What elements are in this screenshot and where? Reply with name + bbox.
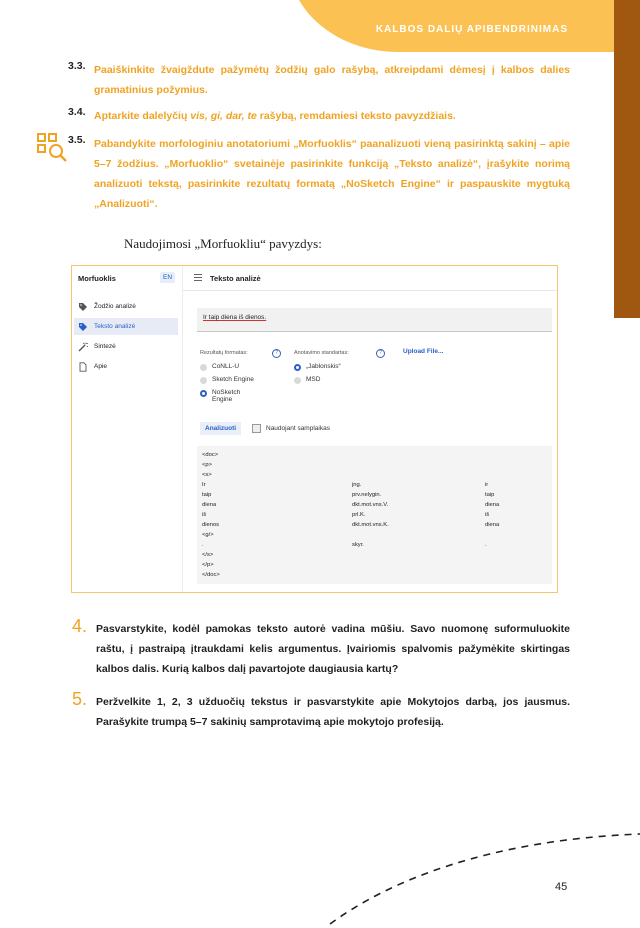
app-brand: Morfuoklis xyxy=(78,274,116,283)
output-cell: Ir xyxy=(202,482,206,488)
output-cell: . xyxy=(485,542,487,548)
output-row xyxy=(202,552,552,560)
tag-icon xyxy=(78,302,88,312)
standard-option-jablonskis[interactable]: „Jablonskis“ xyxy=(294,363,341,371)
output-cell: skyr. xyxy=(352,542,364,548)
nav-item-text-analysis[interactable] xyxy=(74,318,178,335)
language-toggle[interactable]: EN xyxy=(160,272,175,283)
task-text: Pasvarstykite, kodėl pamokas teksto autorė vadina mūšiu. Savo nuomonę suformuluokite raštu, į pastraipą įtraukdami kelis argumentus. Įvairiomis spalvomis pažymėkite skirtingas kalbos dalis. Kurią kalbos dalį pavartojote daugiausia kartų? xyxy=(96,623,570,675)
upload-file-button[interactable]: Upload File... xyxy=(403,348,444,355)
output-row xyxy=(202,452,552,460)
magic-wand-icon xyxy=(78,342,88,352)
output-row xyxy=(202,472,552,480)
radio-selected-icon xyxy=(200,390,207,397)
nav-label: Žodžio analizė xyxy=(94,303,136,310)
task-text: Paaiškinkite žvaigždute pažymėtų žodžių galo rašybą, atkreipdami dėmesį į kalbos dalies gramatinius požymius. xyxy=(94,64,570,96)
output-row xyxy=(202,462,552,470)
output-row xyxy=(202,562,552,570)
output-row xyxy=(202,482,552,490)
output-cell: <s> xyxy=(202,472,212,478)
app-sidebar xyxy=(72,266,183,592)
radio-icon xyxy=(200,377,207,384)
nav-label: Sintezė xyxy=(94,343,116,350)
analyze-button[interactable]: Analizuoti xyxy=(200,422,241,435)
output-cell: <g/> xyxy=(202,532,214,538)
output-cell: prv.nelygin. xyxy=(352,492,382,498)
output-cell: <doc> xyxy=(202,452,219,458)
output-cell: . xyxy=(202,542,204,548)
digital-resource-icon xyxy=(36,132,68,164)
decorative-dashed-curve xyxy=(320,820,640,928)
output-cell: diena xyxy=(485,522,500,528)
output-cell: taip xyxy=(202,492,212,498)
task-number: 3.3. xyxy=(68,60,86,72)
side-tab-marker xyxy=(614,0,640,318)
output-cell: ir xyxy=(485,482,489,488)
task-number: 5. xyxy=(72,689,88,709)
output-cell: dkt.mot.vns.V. xyxy=(352,502,389,508)
task-text: Peržvelkite 1, 2, 3 užduočių tekstus ir pasvarstykite apie Mokytojos darbą, jos jausmus. Parašykite trumpą 5–7 sakinių samprotavimą apie mokytojo profesiją. xyxy=(96,696,570,728)
output-cell: diena xyxy=(202,502,217,508)
output-row xyxy=(202,502,552,510)
annotation-standard-label: Anotavimo standartas: xyxy=(294,350,349,356)
help-icon[interactable]: ? xyxy=(272,349,281,358)
output-cell: </s> xyxy=(202,552,214,558)
particles-list: vis, gi, dar, te xyxy=(190,110,257,122)
analysis-output xyxy=(197,446,552,584)
output-cell: </p> xyxy=(202,562,214,568)
format-option-nosketch-engine[interactable]: NoSketch Engine xyxy=(200,389,260,403)
output-cell: taip xyxy=(485,492,495,498)
task-text: Pabandykite morfologiniu anotatoriumi „Morfuoklis“ paanalizuoti vieną pasirinktą sakinį – apie 5–7 žodžius. „Morfuoklio“ svetainėje pasirinkite funkciją „Teksto analizė“, įrašykite norimą analizuoti tekstą, pasirinkite rezultatų formatą „NoSketch Engine“ ir paspauskite mygtuką „Analizuoti“. xyxy=(94,138,570,210)
task-number: 4. xyxy=(72,616,88,636)
output-cell: dkt.mot.vns.K. xyxy=(352,522,389,528)
nav-label: Apie xyxy=(94,363,108,370)
results-format-label: Rezultatų formatas: xyxy=(200,350,248,356)
example-caption: Naudojimosi „Morfuokliu“ pavyzdys: xyxy=(124,236,322,251)
output-cell: prl.K. xyxy=(352,512,366,518)
output-row xyxy=(202,522,552,530)
nav-item-word-analysis[interactable] xyxy=(74,298,178,315)
output-row xyxy=(202,492,552,500)
output-cell: iš xyxy=(202,512,207,518)
task-number: 3.5. xyxy=(68,134,86,146)
output-row xyxy=(202,532,552,540)
output-cell: jng. xyxy=(352,482,362,488)
standard-option-msd[interactable]: MSD xyxy=(294,376,320,384)
output-row xyxy=(202,542,552,550)
radio-icon xyxy=(294,377,301,384)
output-cell: </doc> xyxy=(202,572,220,578)
analysis-text-input[interactable]: Ir taip diena iš dienos. xyxy=(197,308,552,332)
output-cell: <p> xyxy=(202,462,212,468)
page-number: 45 xyxy=(555,881,568,893)
output-cell: dienos xyxy=(202,522,220,528)
format-option-conllu[interactable]: CoNLL-U xyxy=(200,363,239,371)
output-row xyxy=(202,512,552,520)
nav-item-about[interactable] xyxy=(74,358,178,375)
format-option-sketch-engine[interactable]: Sketch Engine xyxy=(200,376,254,384)
nav-label: Teksto analizė xyxy=(94,323,136,330)
radio-selected-icon xyxy=(294,364,301,371)
help-icon[interactable]: ? xyxy=(376,349,385,358)
output-cell: diena xyxy=(485,502,500,508)
output-row xyxy=(202,572,552,580)
output-cell: iš xyxy=(485,512,490,518)
nav-item-synthesis[interactable] xyxy=(74,338,178,355)
menu-icon[interactable] xyxy=(194,274,202,281)
tag-icon xyxy=(78,322,88,332)
morfuoklis-screenshot xyxy=(71,265,558,593)
radio-icon xyxy=(200,364,207,371)
section-title: KALBOS DALIŲ APIBENDRINIMAS xyxy=(375,24,568,35)
task-number: 3.4. xyxy=(68,106,86,118)
document-icon xyxy=(78,362,88,372)
collocations-checkbox[interactable]: Naudojant samplaikas xyxy=(252,424,330,433)
task-text: Aptarkite dalelyčių vis, gi, dar, te rašybą, remdamiesi teksto pavyzdžiais. xyxy=(94,110,456,122)
checkbox-icon xyxy=(252,424,261,433)
app-page-title: Teksto analizė xyxy=(210,274,261,283)
